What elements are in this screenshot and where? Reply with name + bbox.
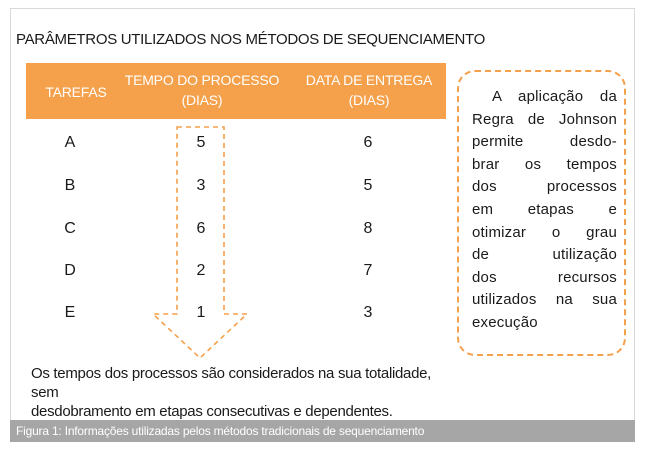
header-data-line2: (DIAS) (348, 92, 390, 108)
cell-tempo: 6 (196, 220, 206, 237)
cell-tarefa: D (64, 262, 76, 279)
rule-line: permite desdo- (472, 133, 617, 151)
cell-tempo: 2 (196, 262, 206, 279)
cell-entrega: 8 (363, 220, 373, 237)
cell-tempo: 1 (196, 304, 206, 321)
cell-entrega: 7 (363, 262, 373, 279)
figure-caption: Figura 1: Informações utilizadas pelos métodos tradicionais de sequenciamento (16, 424, 425, 438)
header-tarefas: TAREFAS (45, 84, 107, 100)
cell-tarefa: B (64, 177, 76, 194)
johnson-rule-text (472, 86, 617, 335)
cell-tarefa: A (64, 134, 76, 151)
footnote-line: desdobramento em etapas consecutivas e dependentes. (31, 403, 393, 420)
rule-line: A aplicação da (492, 88, 617, 105)
cell-tempo: 5 (196, 134, 206, 151)
rule-line: utilizados na sua (472, 291, 617, 309)
cell-entrega: 3 (363, 304, 373, 321)
cell-tarefa: E (64, 304, 76, 321)
cell-tarefa: C (64, 220, 76, 237)
footnote-text (31, 364, 451, 421)
cell-entrega: 6 (363, 134, 373, 151)
header-tempo-line1: TEMPO DO PROCESSO (124, 72, 280, 88)
header-data-line1: DATA DE ENTREGA (305, 72, 433, 88)
header-tempo-line2: (DIAS) (181, 92, 223, 108)
rule-line: Regra de Johnson (472, 110, 617, 128)
rule-line: brar os tempos (472, 155, 617, 173)
rule-line: dos recursos (472, 268, 617, 286)
cell-entrega: 5 (363, 177, 373, 194)
rule-line: execução (472, 313, 538, 331)
rule-line: de utilização (472, 246, 617, 264)
figure-title: PARÂMETROS UTILIZADOS NOS MÉTODOS DE SEQUENCIAMENTO (16, 31, 485, 48)
rule-line: dos processos (472, 178, 617, 196)
cell-tempo: 3 (196, 177, 206, 194)
caption-bar (10, 420, 635, 442)
rule-line: em etapas e (472, 200, 617, 218)
footnote-line: Os tempos dos processos são considerados na sua totalidade, sem (31, 365, 432, 401)
rule-line: otimizar o grau (472, 223, 617, 241)
